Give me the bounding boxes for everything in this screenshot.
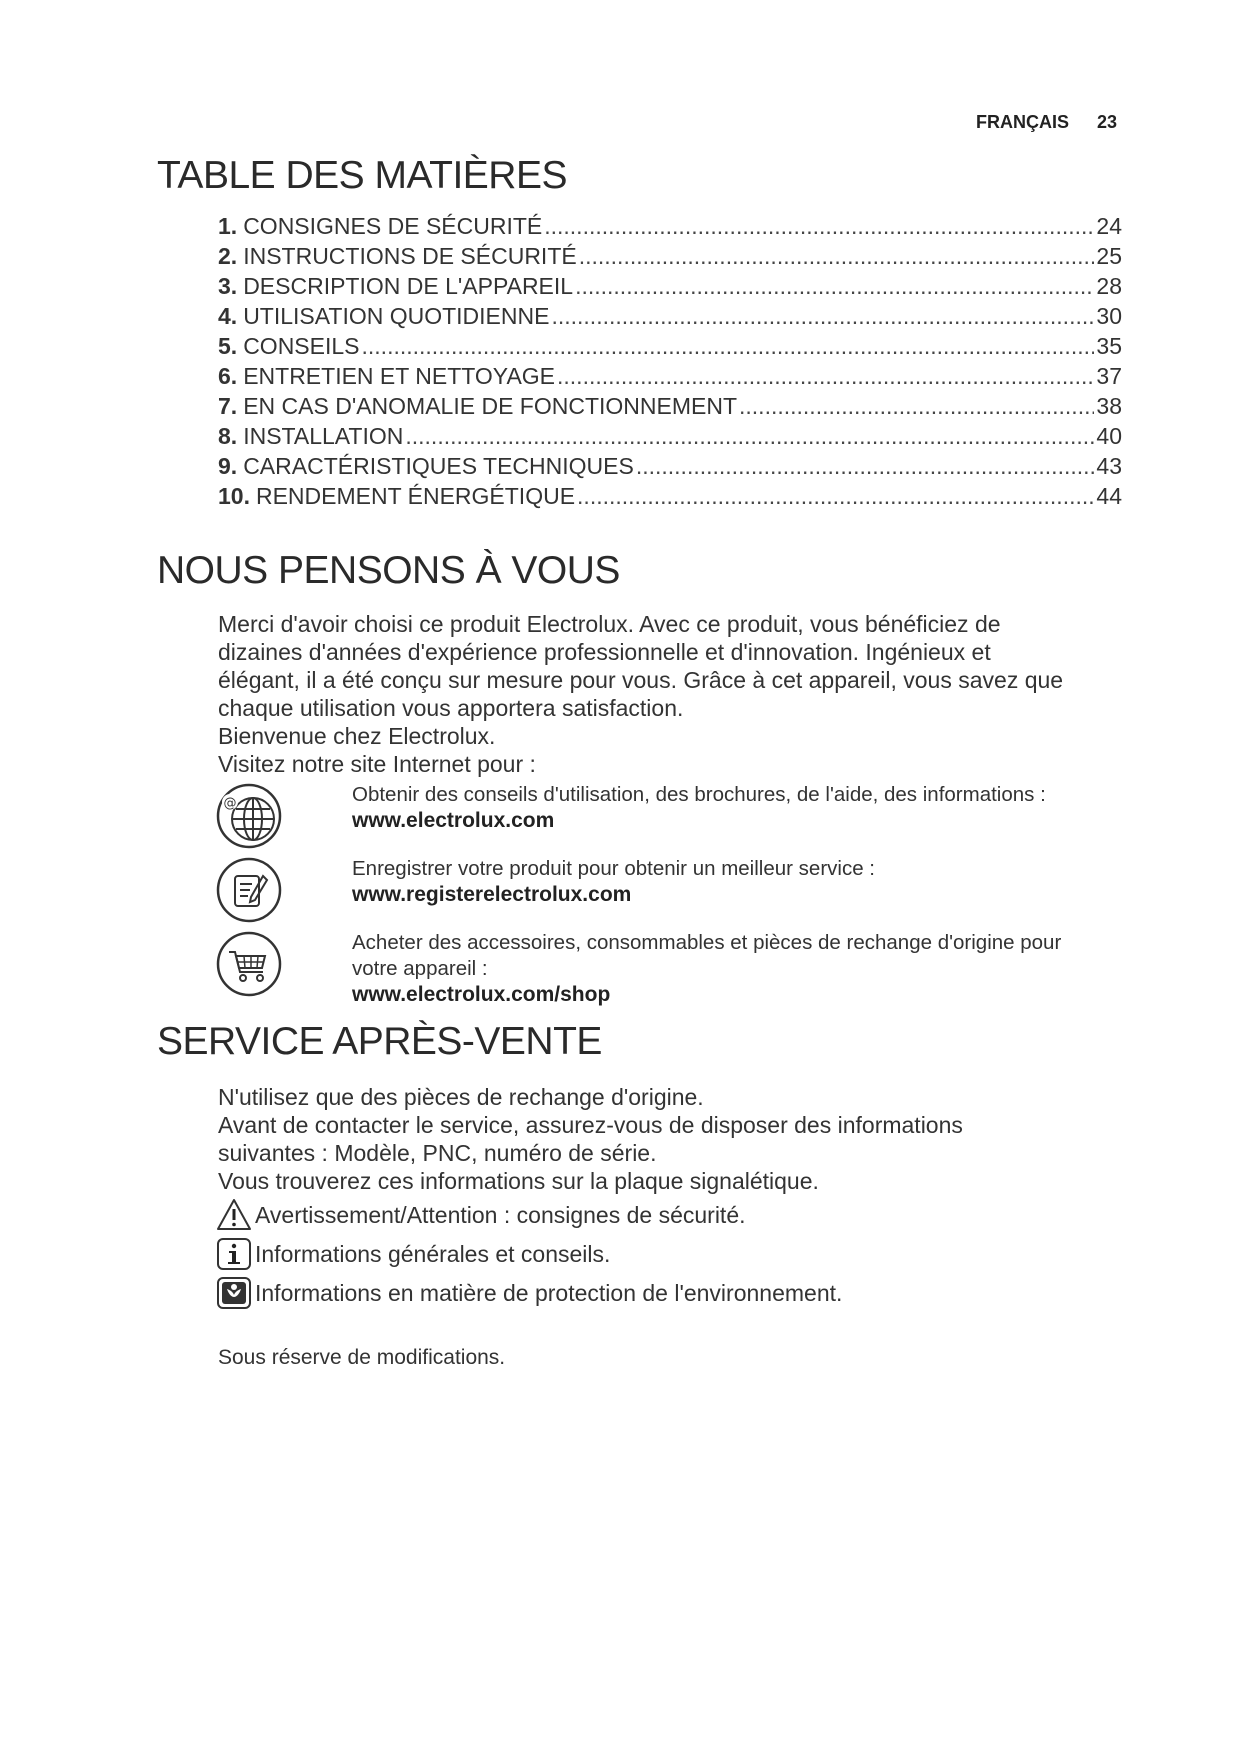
symbol-info: Informations générales et conseils. bbox=[216, 1236, 610, 1272]
toc-item[interactable]: 7. EN CAS D'ANOMALIE DE FONCTIONNEMENT ..... 38 bbox=[218, 393, 1122, 423]
toc-item[interactable]: 2. INSTRUCTIONS DE SÉCURITÉ ..... 25 bbox=[218, 243, 1122, 273]
info-icon bbox=[216, 1236, 252, 1272]
page-header bbox=[976, 112, 1117, 133]
toc-item[interactable]: 3. DESCRIPTION DE L'APPAREIL ..... 28 bbox=[218, 273, 1122, 303]
environment-icon bbox=[216, 1275, 252, 1311]
service-paragraph: N'utilisez que des pièces de rechange d'origine. Avant de contacter le service, assurez-vous de disposer des informations suivantes : Modèle, PNC, numéro de série. Vous trouverez ces informations sur la plaque signalétique. bbox=[218, 1084, 963, 1194]
toc-item[interactable]: 9. CARACTÉRISTIQUES TECHNIQUES ..... 43 bbox=[218, 453, 1122, 483]
language-label: FRANÇAIS bbox=[975, 112, 1069, 132]
toc-item[interactable]: 5. CONSEILS ..... 35 bbox=[218, 333, 1122, 363]
welcome-heading: NOUS PENSONS À VOUS bbox=[157, 549, 620, 592]
toc-item[interactable]: 4. UTILISATION QUOTIDIENNE ..... 30 bbox=[218, 303, 1122, 333]
toc-heading: TABLE DES MATIÈRES bbox=[157, 154, 567, 197]
warning-icon bbox=[216, 1197, 252, 1233]
service-heading: SERVICE APRÈS-VENTE bbox=[157, 1020, 602, 1063]
website-url[interactable]: www.electrolux.com/shop bbox=[352, 983, 611, 1006]
footer-note: Sous réserve de modifications. bbox=[218, 1346, 506, 1369]
website-url[interactable]: www.registerelectrolux.com bbox=[352, 883, 632, 906]
toc-item[interactable]: 10. RENDEMENT ÉNERGÉTIQUE ..... 44 bbox=[218, 483, 1122, 513]
toc-item[interactable]: 1. CONSIGNES DE SÉCURITÉ ..... 24 bbox=[218, 213, 1122, 243]
svg-text:@: @ bbox=[223, 796, 237, 811]
welcome-paragraph: Merci d'avoir choisi ce produit Electrolux. Avec ce produit, vous bénéficiez de dizaines d'années d'expérience professionnelle et d'innovation. Ingénieux et élégant, il a été conçu sur mesure pour vous. Grâce à cet appareil, vous savez que chaque utilisation vous apportera satisfaction. Bienvenue chez Electrolux. Visitez notre site Internet pour : bbox=[218, 611, 1064, 777]
page-number: 23 bbox=[1096, 112, 1117, 132]
shopping-cart-icon bbox=[215, 930, 283, 998]
toc-item[interactable]: 6. ENTRETIEN ET NETTOYAGE ..... 37 bbox=[218, 363, 1122, 393]
register-icon bbox=[215, 856, 283, 924]
table-of-contents bbox=[218, 213, 1122, 513]
symbol-warning: Avertissement/Attention : consignes de sécurité. bbox=[216, 1197, 746, 1233]
globe-icon bbox=[215, 782, 283, 850]
toc-item[interactable]: 8. INSTALLATION ..... 40 bbox=[218, 423, 1122, 453]
website-url[interactable]: www.electrolux.com bbox=[352, 809, 555, 832]
symbol-environment: Informations en matière de protection de l'environnement. bbox=[216, 1275, 842, 1311]
